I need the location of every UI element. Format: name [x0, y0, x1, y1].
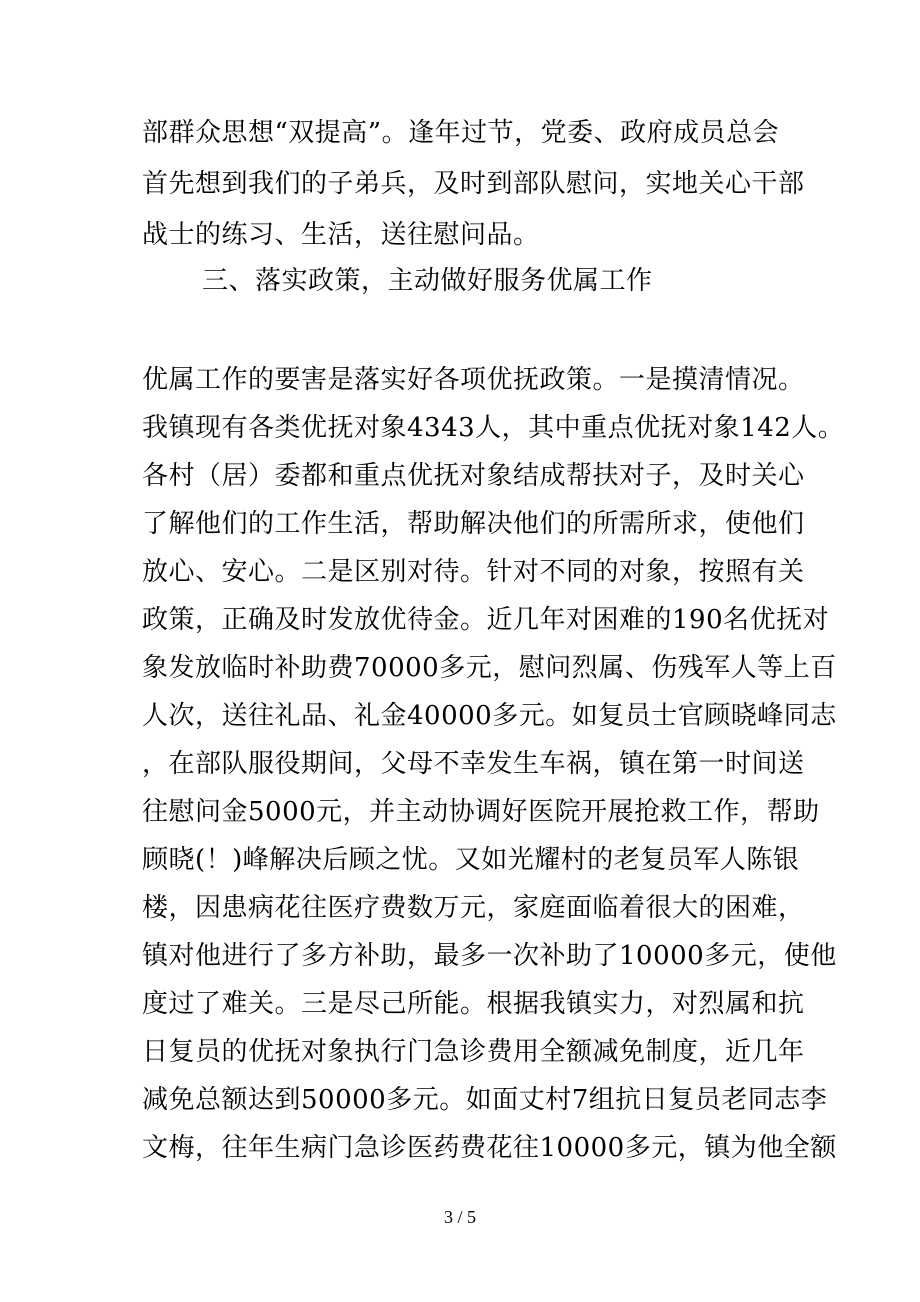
- body-line: 了解他们的工作生活，帮助解决他们的所需所求，使他们: [142, 509, 805, 539]
- intro-line: 首先想到我们的子弟兵，及时到部队慰问，实地关心干部: [142, 169, 805, 199]
- body-line: 优属工作的要害是落实好各项优抚政策。一是摸清情况。: [142, 365, 805, 395]
- body-line: 政策，正确及时发放优待金。近几年对困难的190名优抚对: [142, 605, 830, 635]
- page-number: 3 / 5: [443, 1207, 476, 1227]
- body-line: 我镇现有各类优抚对象4343人，其中重点优抚对象142人。: [142, 413, 845, 443]
- intro-line: 部群众思想“双提高”。逢年过节，党委、政府成员总会: [142, 118, 780, 148]
- section-heading: 三、落实政策，主动做好服务优属工作: [202, 266, 653, 296]
- body-line: 象发放临时补助费70000多元，慰问烈属、伤残军人等上百: [142, 653, 837, 683]
- body-line: 文梅，往年生病门急诊医药费花往10000多元，镇为他全额: [142, 1133, 837, 1163]
- body-line: 度过了难关。三是尽己所能。根据我镇实力，对烈属和抗: [142, 989, 805, 1019]
- body-line: ，在部队服役期间，父母不幸发生车祸，镇在第一时间送: [142, 749, 805, 779]
- body-line: 减免总额达到50000多元。如面丈村7组抗日复员老同志李: [142, 1085, 828, 1115]
- body-line: 楼，因患病花往医疗费数万元，家庭面临着很大的困难，: [142, 893, 805, 923]
- body-line: 顾晓(！)峰解决后顾之忧。又如光耀村的老复员军人陈银: [142, 845, 800, 875]
- body-line: 各村（居）委都和重点优抚对象结成帮扶对子，及时关心: [142, 461, 805, 491]
- body-line: 人次，送往礼品、礼金40000多元。如复员士官顾晓峰同志: [142, 701, 837, 731]
- body-line: 日复员的优抚对象执行门急诊费用全额减免制度，近几年: [142, 1037, 805, 1067]
- body-line: 放心、安心。二是区别对待。针对不同的对象，按照有关: [142, 557, 805, 587]
- intro-line: 战士的练习、生活，送往慰问品。: [142, 220, 540, 250]
- body-line: 镇对他进行了多方补助，最多一次补助了10000多元，使他: [142, 941, 837, 971]
- body-line: 往慰问金5000元，并主动协调好医院开展抢救工作，帮助: [142, 797, 820, 827]
